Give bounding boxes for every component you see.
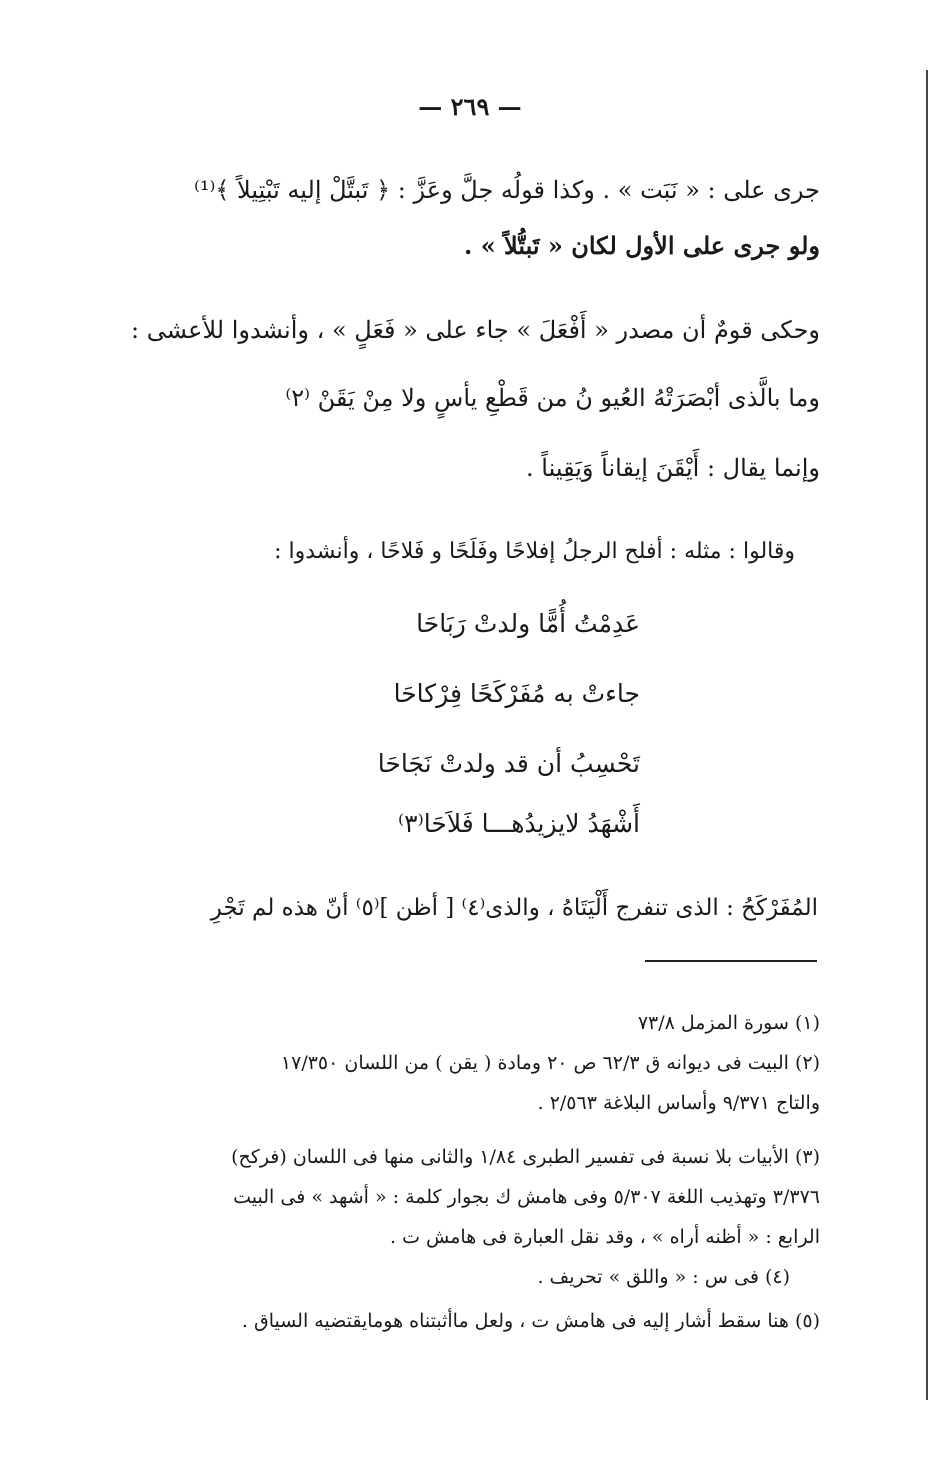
body-line-7: المُفَرْكَحُ : الذى تنفرج أَلْيَتَاهُ ، والذى⁽٤⁾ [ أظن ]⁽٥⁾ أنّ هذه لم تَجْرِ xyxy=(210,895,818,921)
poem-line-4: أَشْهَدُ لايزيدُهـــا فَلاَحَا⁽٣⁾ xyxy=(398,809,640,838)
footnote-2-cont: والتاج ٩/٣٧١ وأساس البلاغة ٢/٥٦٣ . xyxy=(537,1092,820,1114)
body-line-1: جرى على : « نَبَت » . وكذا قولُه جلَّ وعَزَّ : ﴿ تَبتَّلْ إليه تَبْتِيلاً ﴾⁽¹⁾ xyxy=(193,176,820,204)
footnote-3: (٣) الأبيات بلا نسبة فى تفسير الطبرى ١/٨٤ والثانى منها فى اللسان (فركح) xyxy=(231,1146,820,1168)
footnote-1: (١) سورة المزمل ٧٣/٨ xyxy=(637,1012,820,1034)
body-line-5: وإنما يقال : أَيْقَنَ إيقاناً وَيَقِيناً . xyxy=(526,454,820,482)
footnote-3-cont-1: ٣/٣٧٦ وتهذيب اللغة ٥/٣٠٧ وفى هامش ك بجوار كلمة : « أشهد » فى البيت xyxy=(233,1186,820,1208)
poem-line-3: تَحْسِبُ أن قد ولدتْ نَجَاحَا xyxy=(377,749,640,778)
poem-line-1: عَدِمْتُ أُمًّا ولدتْ رَبَاحَا xyxy=(416,609,640,638)
body-line-3: وحكى قومٌ أن مصدر « أَفْعَلَ » جاء على « فَعَلٍ » ، وأنشدوا للأعشى : xyxy=(131,316,820,344)
footnote-2: (٢) البيت فى ديوانه ق ٦٢/٣ ص ٢٠ ومادة ( يقن ) من اللسان ١٧/٣٥٠ xyxy=(280,1052,820,1074)
footnote-5: (٥) هنا سقط أشار إليه فى هامش ت ، ولعل ماأثبتناه هومايقتضيه السياق . xyxy=(241,1310,820,1332)
verse-line: وما بالَّذى أبْصَرَتْهُ العُيو نُ من قَطْعِ يأسٍ ولا مِنْ يَقَنْ ⁽٢⁾ xyxy=(285,384,820,412)
footnote-4: (٤) فى س : « واللق » تحريف . xyxy=(537,1266,790,1288)
body-line-2: ولو جرى على الأول لكان « تَبتُّلاً » . xyxy=(463,231,820,260)
page-number: — ٢٦٩ — xyxy=(418,92,522,121)
footnote-3-cont-2: الرابع : « أظنه أراه » ، وقد نقل العبارة فى هامش ت . xyxy=(390,1226,820,1248)
poem-line-2: جاءتْ به مُفَرْكَحًا فِرْكاحَا xyxy=(393,679,640,708)
footnote-separator xyxy=(645,960,817,962)
body-line-6: وقالوا : مثله : أفلح الرجلُ إفلاحًا وفَلَحًا و فَلاحًا ، وأنشدوا : xyxy=(274,539,795,564)
page-binding-edge xyxy=(926,70,928,1400)
